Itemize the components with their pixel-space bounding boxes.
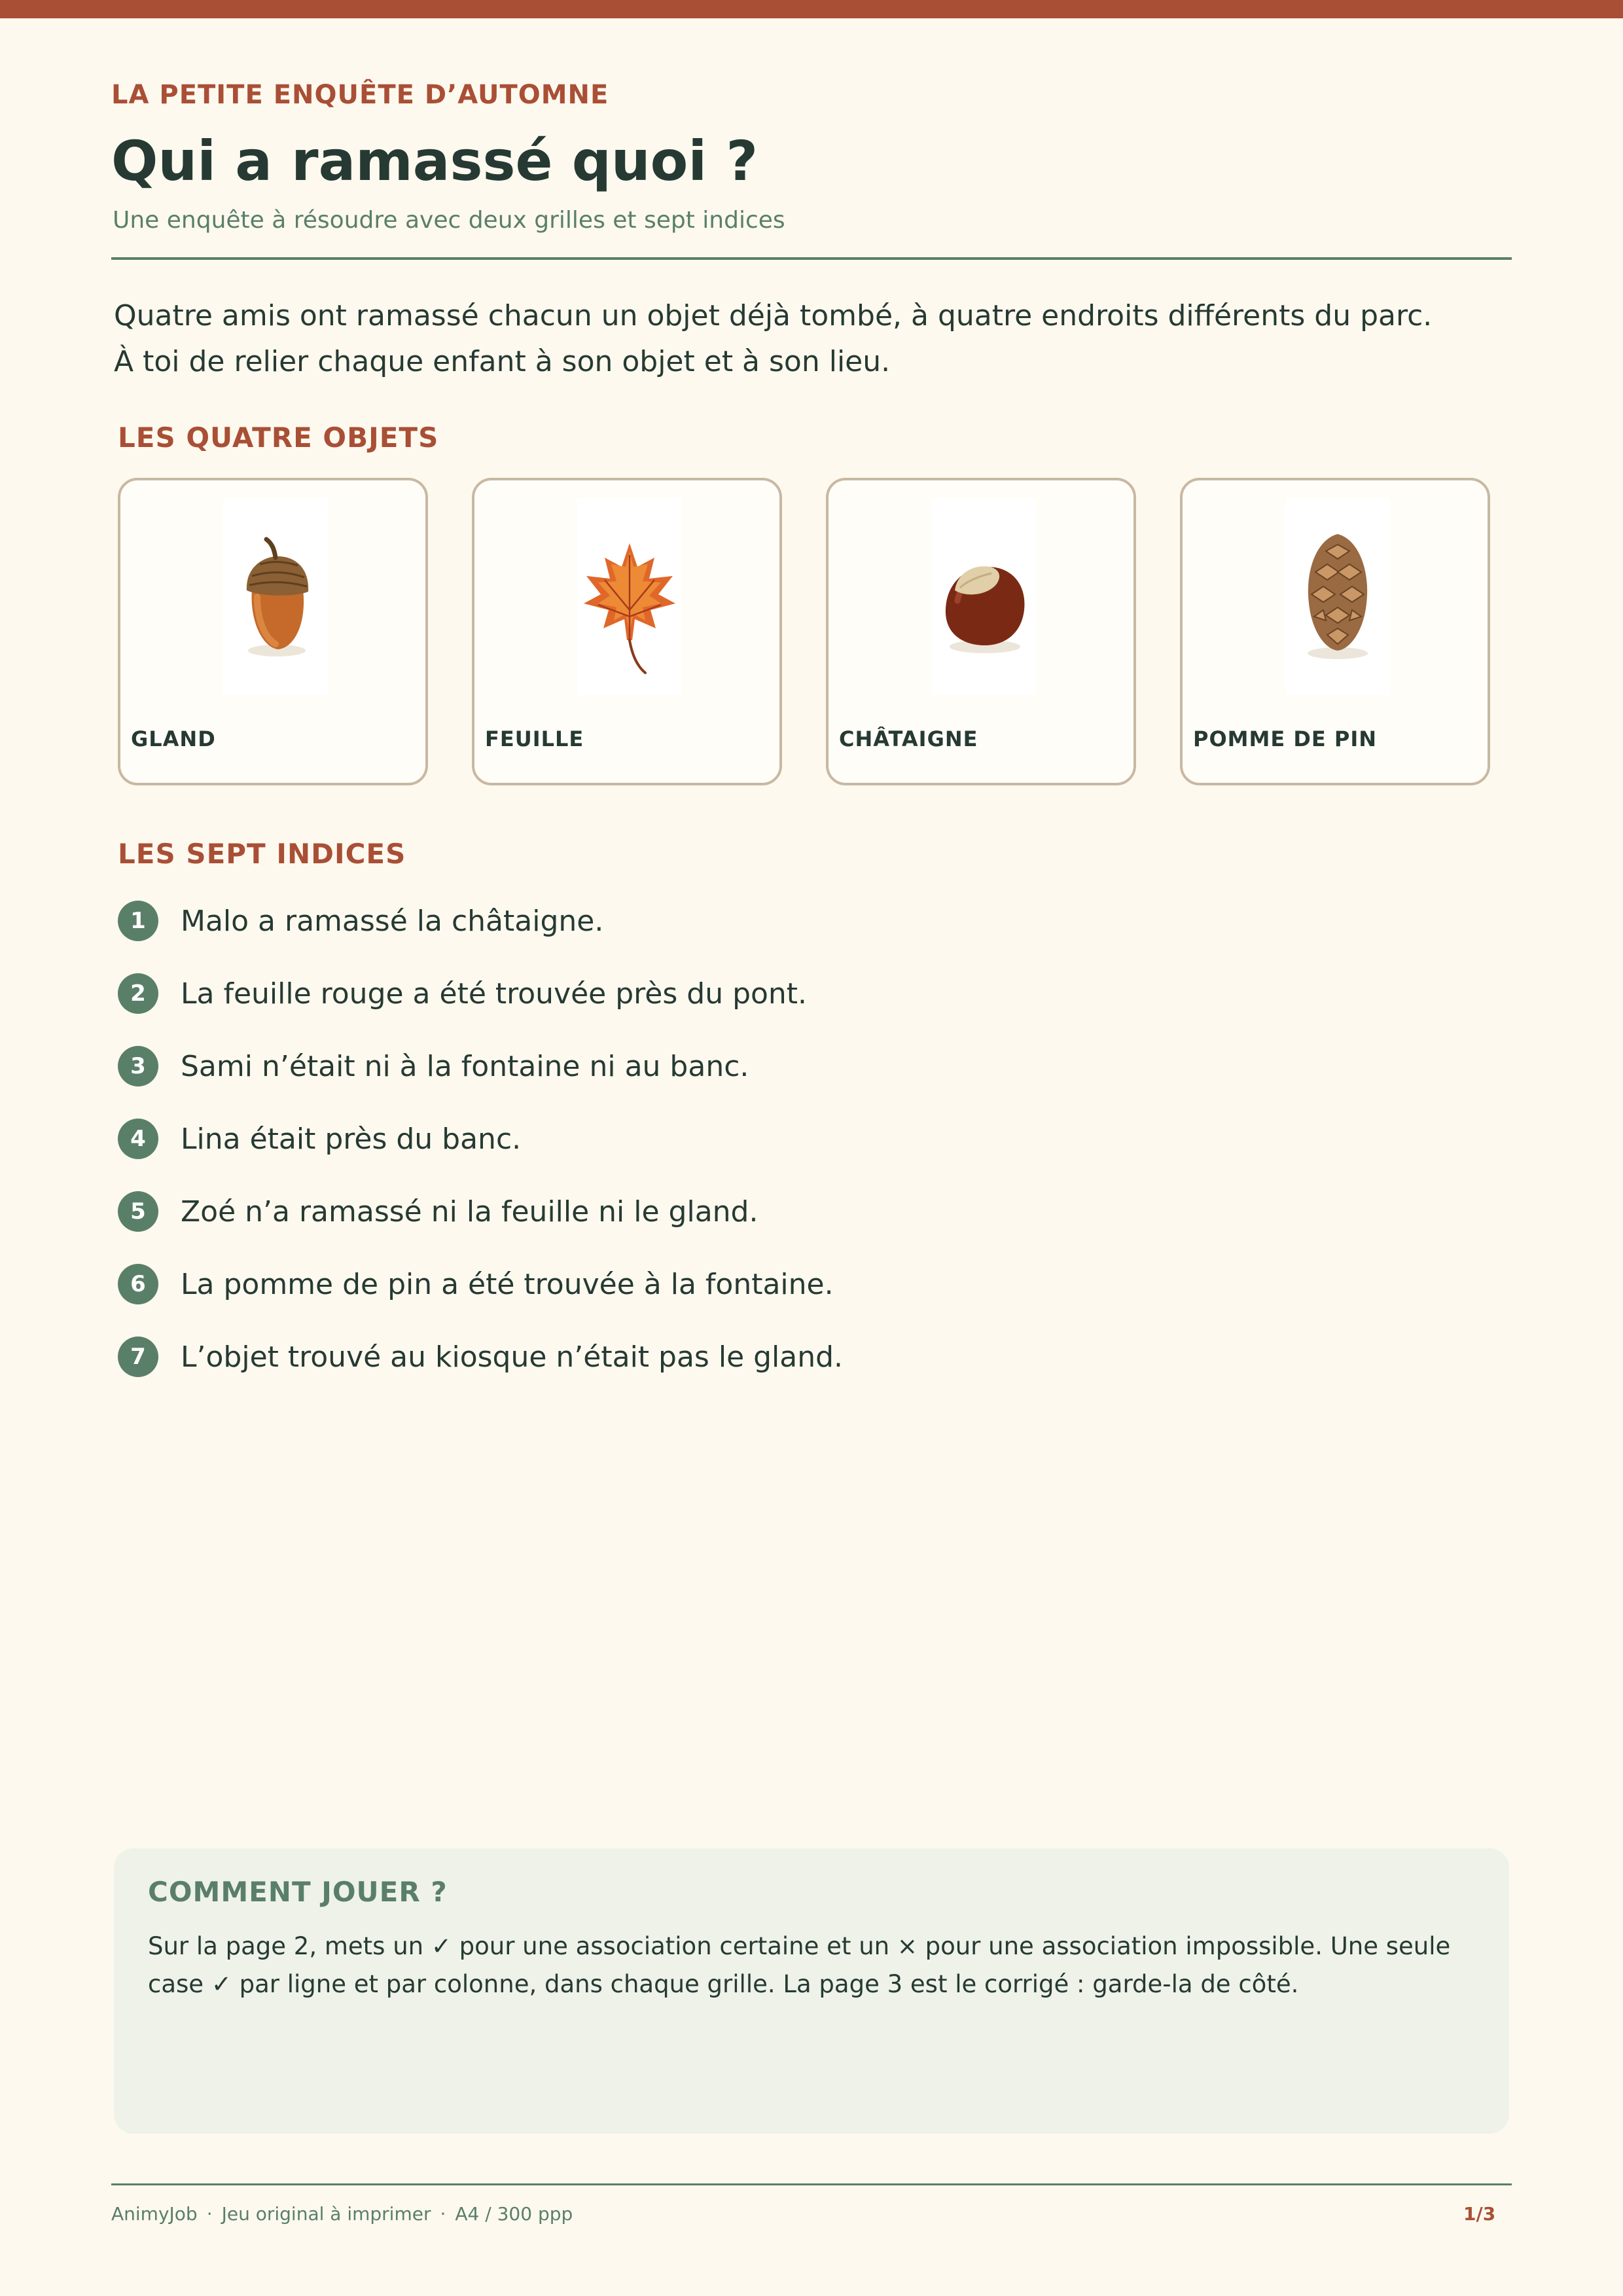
object-card-chestnut [826, 478, 1136, 785]
page-kicker: LA PETITE ENQUÊTE D’AUTOMNE [111, 80, 609, 110]
clue-item [118, 1263, 1492, 1306]
intro-text [114, 293, 1541, 385]
object-label: FEUILLE [485, 726, 584, 751]
object-label: POMME DE PIN [1193, 726, 1378, 751]
acorn-icon [223, 499, 328, 695]
footer-divider [111, 2183, 1512, 2185]
intro-line: À toi de relier chaque enfant à son objet et à son lieu. [114, 345, 891, 378]
clues-section-title: LES SEPT INDICES [118, 838, 406, 870]
object-label: CHÂTAIGNE [839, 726, 978, 751]
how-to-play-title: COMMENT JOUER ? [148, 1876, 448, 1908]
clue-text: L’objet trouvé au kiosque n’était pas le gland. [181, 1340, 844, 1374]
clue-text: Lina était près du banc. [181, 1122, 522, 1156]
objects-section-title: LES QUATRE OBJETS [118, 422, 439, 454]
object-card-acorn [118, 478, 428, 785]
footer-format: A4 / 300 ppp [455, 2203, 573, 2225]
clue-number-badge: 3 [118, 1046, 158, 1086]
objects-grid [118, 478, 1492, 788]
page-title: Qui a ramassé quoi ? [111, 129, 758, 193]
page-subtitle: Une enquête à résoudre avec deux grilles et sept indices [113, 207, 785, 234]
clue-text: La pomme de pin a été trouvée à la fontaine. [181, 1268, 834, 1301]
how-to-play-body: Sur la page 2, mets un ✓ pour une association certaine et un × pour une association impossible. Une seule case ✓ par ligne et par colonne, dans chaque grille. La page 3 est le corrigé : garde-la de côté. [148, 1932, 1451, 1998]
clue-number-badge: 2 [118, 973, 158, 1014]
footer-tagline: Jeu original à imprimer [221, 2203, 431, 2225]
footer-separator: · [206, 2203, 213, 2225]
clue-item [118, 899, 1492, 942]
object-card-leaf [472, 478, 782, 785]
clue-number-badge: 4 [118, 1119, 158, 1159]
clue-number-badge: 5 [118, 1191, 158, 1232]
footer-credits [111, 2203, 573, 2225]
clue-number-badge: 6 [118, 1264, 158, 1304]
object-label: GLAND [131, 726, 216, 751]
top-accent-bar [0, 0, 1623, 18]
clue-item [118, 1117, 1492, 1160]
maple-leaf-icon [577, 499, 682, 695]
clue-text: La feuille rouge a été trouvée près du pont. [181, 977, 808, 1011]
header-divider [111, 257, 1512, 260]
footer-brand: AnimyJob [111, 2203, 198, 2225]
chestnut-icon [931, 499, 1036, 695]
object-card-pine-cone [1180, 478, 1490, 785]
clue-text: Sami n’était ni à la fontaine ni au banc. [181, 1050, 749, 1083]
page-number: 1/3 [1463, 2203, 1496, 2225]
intro-line: Quatre amis ont ramassé chacun un objet déjà tombé, à quatre endroits différents du parc. [114, 299, 1433, 332]
pine-cone-icon [1285, 499, 1390, 695]
clue-item [118, 972, 1492, 1015]
clue-number-badge: 7 [118, 1336, 158, 1377]
clue-text: Zoé n’a ramassé ni la feuille ni le gland. [181, 1195, 758, 1229]
clue-text: Malo a ramassé la châtaigne. [181, 905, 604, 938]
clue-item [118, 1190, 1492, 1233]
clue-item [118, 1335, 1492, 1378]
clue-number-badge: 1 [118, 901, 158, 941]
clue-item [118, 1045, 1492, 1088]
footer-separator: · [440, 2203, 446, 2225]
how-to-play-panel [114, 1848, 1509, 2134]
